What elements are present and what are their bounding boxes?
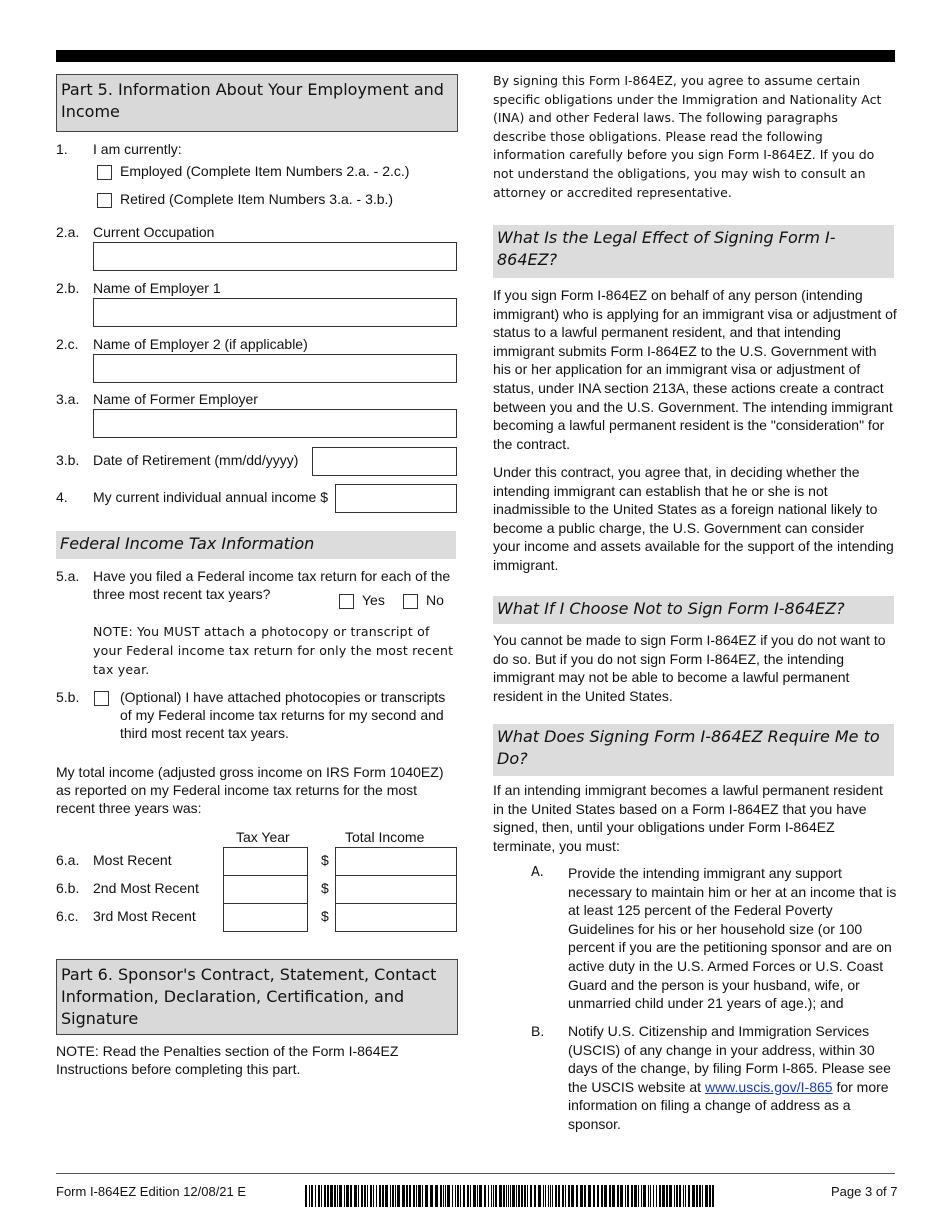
item3a-label: Name of Former Employer xyxy=(93,391,258,407)
barcode-bar xyxy=(653,1185,654,1207)
barcode-bar xyxy=(545,1185,546,1207)
part6-title: Part 6. Sponsor's Contract, Statement, Contact Information, Declaration, Certification, and Signature xyxy=(56,959,458,1035)
item-a-text: Provide the intending immigrant any support necessary to maintain him or her at an income that is at least 125 percent of the Federal Poverty Guidelines for his or her household size (or 100 percent if you are the petitioning sponsor and are on active duty in the U.S. Armed Forces or U.S. Coast Guard and the person is your husband, wife, or unmarried child under 21 years of age.); and xyxy=(568,865,897,1012)
barcode-bar xyxy=(552,1185,553,1207)
barcode-bar xyxy=(346,1185,349,1207)
barcode-bar xyxy=(499,1185,502,1207)
item1-number: 1. xyxy=(56,141,68,157)
row6c-tax-year-field[interactable] xyxy=(223,903,308,932)
row6c-dollar: $ xyxy=(321,908,329,924)
barcode-bar xyxy=(422,1185,423,1207)
row6a-dollar: $ xyxy=(321,852,329,868)
barcode xyxy=(305,1185,715,1207)
row6b-label: 2nd Most Recent xyxy=(93,880,199,896)
barcode-bar xyxy=(584,1185,586,1207)
row6b-tax-year-field[interactable] xyxy=(223,875,308,904)
barcode-bar xyxy=(688,1185,690,1207)
retirement-date-field[interactable] xyxy=(312,447,457,476)
item5b-text: (Optional) I have attached photocopies or transcripts of my Federal income tax returns for my second and third most recent tax years. xyxy=(120,689,446,741)
item2b-number: 2.b. xyxy=(56,280,80,296)
barcode-bar xyxy=(527,1185,528,1207)
federal-tax-heading: Federal Income Tax Information xyxy=(56,531,456,559)
barcode-bar xyxy=(376,1185,377,1207)
row6b-number: 6.b. xyxy=(56,880,80,896)
row6a-number: 6.a. xyxy=(56,852,80,868)
total-income-header: Total Income xyxy=(345,829,425,845)
tax-return-yes-label: Yes xyxy=(362,592,385,608)
barcode-bar xyxy=(516,1185,517,1207)
barcode-bar xyxy=(418,1185,421,1207)
barcode-bar xyxy=(696,1185,698,1207)
item-b-label: B. xyxy=(531,1023,545,1039)
barcode-bar xyxy=(350,1185,352,1207)
barcode-bar xyxy=(576,1185,578,1207)
legal-effect-p2: Under this contract, you agree that, in deciding whether the intending immigrant can establish that he or she is not inadmissible to the United States as a foreign national likely to become a public charge, the U.S. Government can consider your income and assets available for the support of the intending immigrant. xyxy=(493,464,894,573)
barcode-bar xyxy=(521,1185,523,1207)
barcode-bar xyxy=(413,1185,415,1207)
legal-effect-p1: If you sign Form I-864EZ on behalf of any person (intending immigrant) who is applying for an immigrant visa or adjustment of status to a lawful permanent resident, and that intending immigrant submits Form I-864EZ to the U.S. Government with his or her application for an immigrant visa or adjustment of status, under INA section 213A, these actions create a contract between you and the U.S. Government. The intending immigrant becoming a lawful permanent resident is the "consideration" for the contract. xyxy=(493,287,897,452)
footer-rule xyxy=(56,1173,895,1174)
item3b-label: Date of Retirement (mm/dd/yyyy) xyxy=(93,452,299,468)
barcode-bar xyxy=(550,1185,551,1207)
barcode-bar xyxy=(479,1185,482,1207)
barcode-bar xyxy=(648,1185,649,1207)
row6b-dollar: $ xyxy=(321,880,329,896)
uscis-i865-link[interactable]: www.uscis.gov/I-865 xyxy=(704,1078,833,1095)
barcode-bar xyxy=(406,1185,408,1207)
barcode-bar xyxy=(674,1185,675,1207)
barcode-bar xyxy=(627,1185,629,1207)
barcode-bar xyxy=(685,1185,686,1207)
barcode-bar xyxy=(510,1185,511,1207)
barcode-bar xyxy=(358,1185,359,1207)
barcode-bar xyxy=(334,1185,336,1207)
row6a-label: Most Recent xyxy=(93,852,172,868)
barcode-bar xyxy=(597,1185,599,1207)
barcode-bar xyxy=(473,1185,476,1207)
barcode-bar xyxy=(588,1185,591,1207)
barcode-bar xyxy=(455,1185,456,1207)
barcode-bar xyxy=(601,1185,603,1207)
barcode-bar xyxy=(440,1185,442,1207)
barcode-bar xyxy=(609,1185,611,1207)
barcode-bar xyxy=(373,1185,374,1207)
row6c-label: 3rd Most Recent xyxy=(93,908,196,924)
barcode-bar xyxy=(571,1185,574,1207)
footer-form-edition: Form I-864EZ Edition 12/08/21 E xyxy=(56,1184,247,1199)
barcode-bar xyxy=(641,1185,642,1207)
item4-number: 4. xyxy=(56,489,68,505)
item2a-label: Current Occupation xyxy=(93,224,215,240)
barcode-bar xyxy=(493,1185,494,1207)
tax-note: NOTE: You MUST attach a photocopy or transcript of your Federal income tax return for only the most recent tax year. xyxy=(93,624,454,677)
barcode-bar xyxy=(656,1185,657,1207)
barcode-bar xyxy=(463,1185,465,1207)
retired-label: Retired (Complete Item Numbers 3.a. - 3.b.) xyxy=(120,191,394,207)
item2b-label: Name of Employer 1 xyxy=(93,280,221,296)
barcode-bar xyxy=(416,1185,417,1207)
barcode-bar xyxy=(339,1185,342,1207)
footer-page-number: Page 3 of 7 xyxy=(831,1184,898,1199)
barcode-bar xyxy=(392,1185,394,1207)
barcode-bar xyxy=(659,1185,661,1207)
intro-paragraph: By signing this Form I-864EZ, you agree to assume certain specific obligations under the Immigration and Nationality Act (INA) and other Federal laws. The following paragraphs describe those obligations. Please read the following information carefully before you sign Form I-864EZ. If you do not understand the obligations, you may wish to consult an attorney or accredited representative. xyxy=(493,73,882,200)
row6a-tax-year-field[interactable] xyxy=(223,847,308,876)
barcode-bar xyxy=(625,1185,626,1207)
employed-checkbox[interactable] xyxy=(97,165,112,180)
barcode-bar xyxy=(506,1185,507,1207)
barcode-bar xyxy=(534,1185,536,1207)
row6c-income-field[interactable] xyxy=(335,903,457,932)
employed-label: Employed (Complete Item Numbers 2.a. - 2.c.) xyxy=(120,163,410,179)
barcode-bar xyxy=(470,1185,471,1207)
barcode-bar xyxy=(435,1185,438,1207)
barcode-bar xyxy=(390,1185,391,1207)
barcode-bar xyxy=(477,1185,478,1207)
barcode-bar xyxy=(361,1185,363,1207)
barcode-bar xyxy=(370,1185,372,1207)
barcode-bar xyxy=(311,1185,313,1207)
legal-effect-heading: What Is the Legal Effect of Signing Form I-864EZ? xyxy=(493,225,894,278)
barcode-bar xyxy=(364,1185,366,1207)
barcode-bar xyxy=(397,1185,400,1207)
barcode-bar xyxy=(467,1185,469,1207)
barcode-bar xyxy=(705,1185,708,1207)
barcode-bar xyxy=(699,1185,701,1207)
barcode-bar xyxy=(330,1185,333,1207)
optional-transcripts-checkbox[interactable] xyxy=(94,691,109,706)
barcode-bar xyxy=(508,1185,509,1207)
barcode-bar xyxy=(548,1185,549,1207)
barcode-bar xyxy=(382,1185,384,1207)
barcode-bar xyxy=(324,1185,326,1207)
barcode-bar xyxy=(702,1185,703,1207)
barcode-bar xyxy=(495,1185,497,1207)
barcode-bar xyxy=(305,1185,307,1207)
item-a-label: A. xyxy=(531,865,544,880)
item-b-text-part2: for more information on filing a change of address as a sponsor. xyxy=(568,1078,889,1132)
barcode-bar xyxy=(318,1185,320,1207)
item2a-number: 2.a. xyxy=(56,224,80,240)
barcode-bar xyxy=(612,1185,615,1207)
item4-label: My current individual annual income $ xyxy=(93,489,329,505)
current-occupation-field[interactable] xyxy=(93,242,457,271)
barcode-bar xyxy=(367,1185,368,1207)
barcode-bar xyxy=(491,1185,492,1207)
employer2-field[interactable] xyxy=(93,354,457,383)
barcode-bar xyxy=(562,1185,564,1207)
part6-note: NOTE: Read the Penalties section of the Form I-864EZ Instructions before completing this part. xyxy=(56,1043,399,1077)
barcode-bar xyxy=(709,1185,711,1207)
barcode-bar xyxy=(530,1185,532,1207)
item2c-number: 2.c. xyxy=(56,336,79,352)
barcode-bar xyxy=(650,1185,651,1207)
barcode-bar xyxy=(643,1185,646,1207)
barcode-bar xyxy=(315,1185,316,1207)
top-rule xyxy=(56,50,895,62)
row6b-income-field[interactable] xyxy=(335,875,457,904)
barcode-bar xyxy=(676,1185,678,1207)
barcode-bar xyxy=(669,1185,672,1207)
barcode-bar xyxy=(620,1185,623,1207)
tax-return-no-checkbox[interactable] xyxy=(403,594,418,609)
barcode-bar xyxy=(484,1185,486,1207)
barcode-bar xyxy=(309,1185,310,1207)
item3b-number: 3.b. xyxy=(56,452,80,468)
barcode-bar xyxy=(565,1185,566,1207)
row6a-income-field[interactable] xyxy=(335,847,457,876)
barcode-bar xyxy=(555,1185,557,1207)
barcode-bar xyxy=(638,1185,639,1207)
item1-label: I am currently: xyxy=(93,141,182,157)
barcode-bar xyxy=(379,1185,381,1207)
barcode-bar xyxy=(337,1185,338,1207)
row6c-number: 6.c. xyxy=(56,908,79,924)
barcode-bar xyxy=(430,1185,433,1207)
require-heading: What Does Signing Form I-864EZ Require Me to Do? xyxy=(493,724,894,776)
require-paragraph: If an intending immigrant becomes a lawful permanent resident in the United States based on a Form I-864EZ that you have signed, then, until your obligations under Form I-864EZ terminate, you must: xyxy=(493,782,883,854)
item5a-number: 5.a. xyxy=(56,568,80,584)
barcode-bar xyxy=(617,1185,619,1207)
barcode-bar xyxy=(488,1185,489,1207)
not-sign-heading: What If I Choose Not to Sign Form I-864EZ? xyxy=(493,596,894,624)
barcode-bar xyxy=(452,1185,453,1207)
barcode-bar xyxy=(712,1185,714,1207)
barcode-bar xyxy=(445,1185,446,1207)
retired-checkbox[interactable] xyxy=(97,193,112,208)
barcode-bar xyxy=(666,1185,668,1207)
barcode-graphic xyxy=(305,1185,715,1207)
barcode-bar xyxy=(593,1185,595,1207)
tax-return-yes-checkbox[interactable] xyxy=(339,594,354,609)
barcode-bar xyxy=(327,1185,329,1207)
barcode-bar xyxy=(518,1185,520,1207)
item3a-number: 3.a. xyxy=(56,391,80,407)
barcode-bar xyxy=(344,1185,345,1207)
barcode-bar xyxy=(558,1185,560,1207)
barcode-bar xyxy=(662,1185,665,1207)
barcode-bar xyxy=(385,1185,388,1207)
item5b-number: 5.b. xyxy=(56,689,80,705)
barcode-bar xyxy=(460,1185,461,1207)
barcode-bar xyxy=(683,1185,684,1207)
barcode-bar xyxy=(443,1185,444,1207)
barcode-bar xyxy=(503,1185,505,1207)
barcode-bar xyxy=(321,1185,322,1207)
barcode-bar xyxy=(409,1185,411,1207)
employer1-field[interactable] xyxy=(93,298,457,327)
part5-title: Part 5. Information About Your Employment and Income xyxy=(56,74,458,132)
tax-return-no-label: No xyxy=(426,592,444,608)
barcode-bar xyxy=(425,1185,428,1207)
barcode-bar xyxy=(543,1185,544,1207)
barcode-bar xyxy=(402,1185,405,1207)
total-income-text: My total income (adjusted gross income on IRS Form 1040EZ) as reported on my Federal income tax returns for the most recent three years was: xyxy=(56,764,444,816)
not-sign-paragraph: You cannot be made to sign Form I-864EZ if you do not want to do so. But if you do not sign Form I-864EZ, the intending immigrant may not be able to become a lawful permanent resident in the United States. xyxy=(493,632,886,704)
barcode-bar xyxy=(568,1185,570,1207)
former-employer-field[interactable] xyxy=(93,409,457,438)
barcode-bar xyxy=(604,1185,607,1207)
barcode-bar xyxy=(447,1185,450,1207)
barcode-bar xyxy=(395,1185,396,1207)
barcode-bar xyxy=(457,1185,459,1207)
item5a-text: Have you filed a Federal income tax return for each of the three most recent tax years? xyxy=(93,568,451,602)
barcode-bar xyxy=(538,1185,541,1207)
annual-income-field[interactable] xyxy=(335,484,457,513)
item2c-label: Name of Employer 2 (if applicable) xyxy=(93,336,308,352)
tax-year-header: Tax Year xyxy=(236,829,290,845)
barcode-bar xyxy=(354,1185,357,1207)
barcode-bar xyxy=(580,1185,583,1207)
barcode-bar xyxy=(692,1185,695,1207)
barcode-bar xyxy=(524,1185,526,1207)
item-b-text-part1: Notify U.S. Citizenship and Immigration Services (USCIS) of any change in your address, within 30 days of the change, by filing Form I-865. Please see the USCIS website at xyxy=(568,1023,891,1095)
item-b-text xyxy=(568,1022,898,1134)
barcode-bar xyxy=(679,1185,681,1207)
barcode-bar xyxy=(512,1185,515,1207)
barcode-bar xyxy=(631,1185,633,1207)
barcode-bar xyxy=(634,1185,637,1207)
